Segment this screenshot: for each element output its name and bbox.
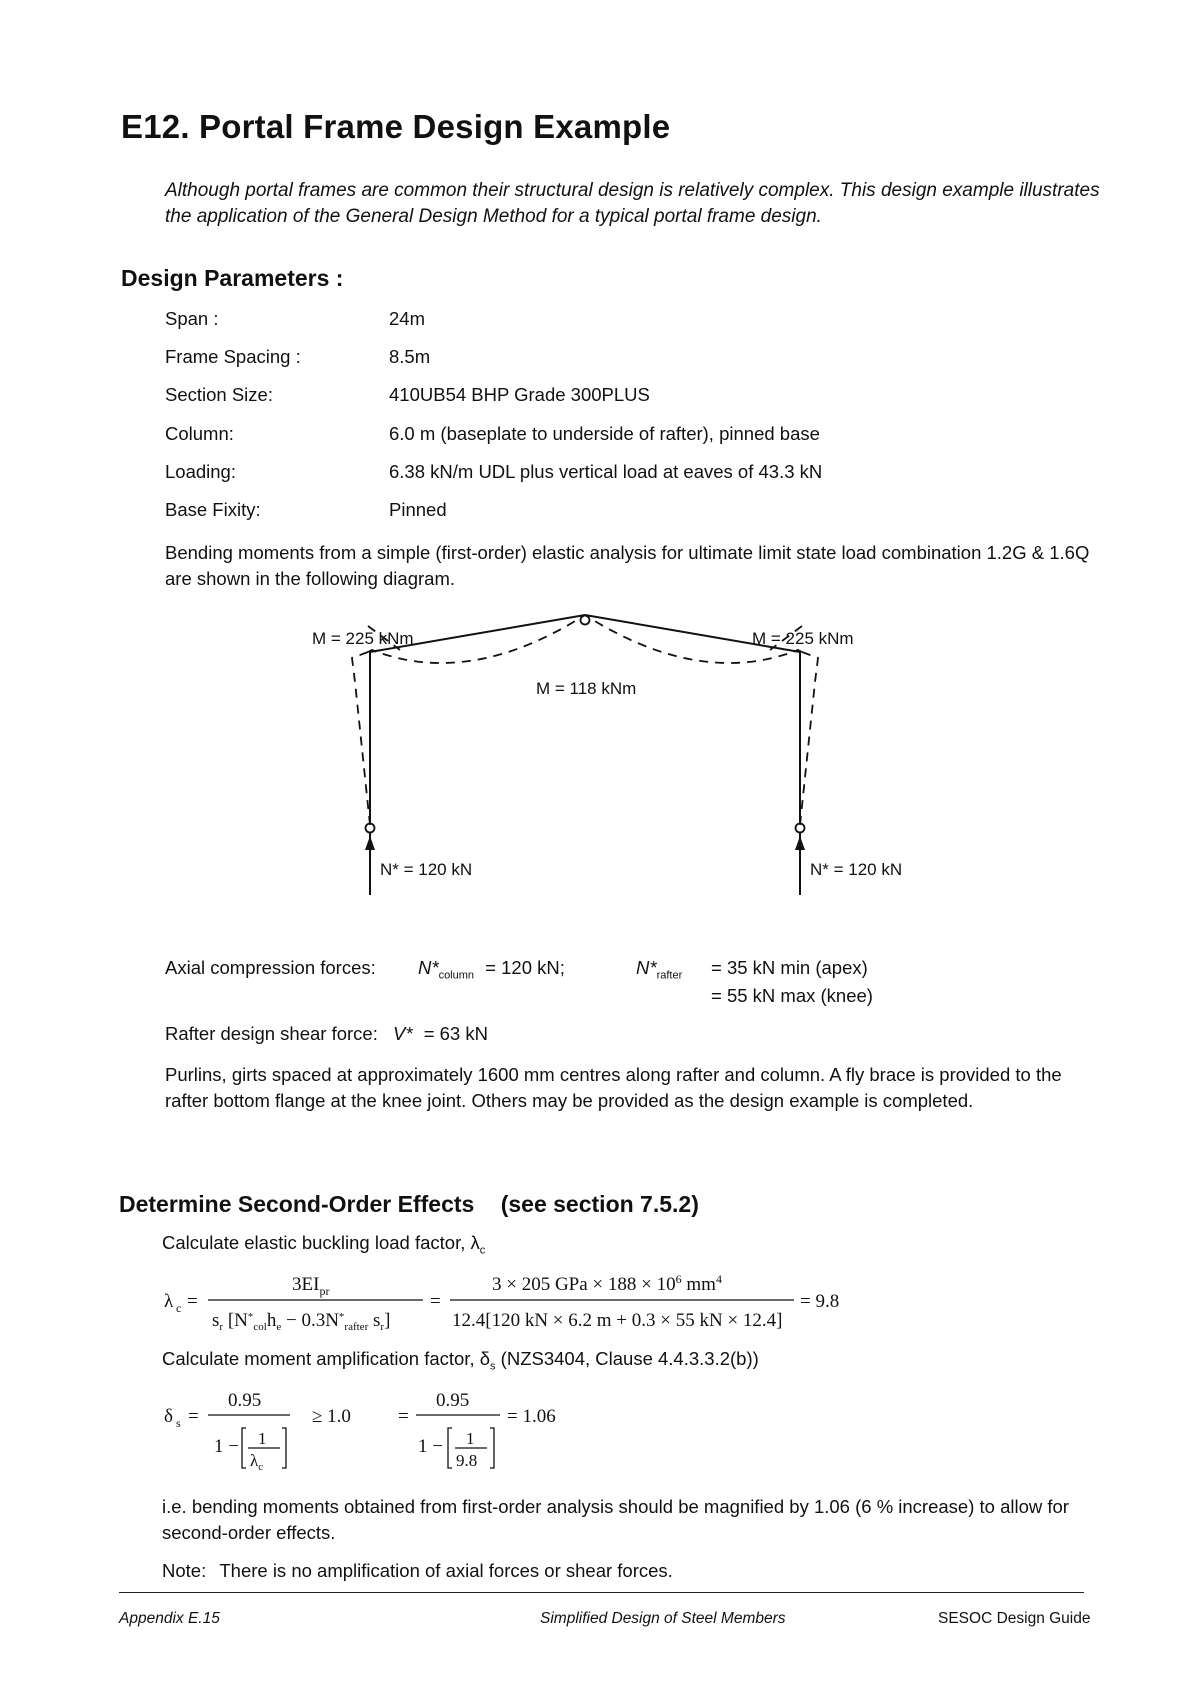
n-rafter-min: = 35 kN min (apex) <box>711 957 868 978</box>
delta-equation <box>150 1384 600 1484</box>
lambda-num2-unit-sup: 4 <box>715 1272 722 1286</box>
lambda-result: = 9.8 <box>800 1291 840 1312</box>
n-rafter-symbol: N* <box>636 957 657 978</box>
svg-text:λc: $\lambda_c$ <box>250 1451 264 1473</box>
param-value: 6.0 m (baseplate to underside of rafter), pinned base <box>389 423 820 444</box>
buckling-text-sub: c <box>479 1244 486 1257</box>
left-arrow-head <box>365 836 375 850</box>
delta-numerator: 0.95 <box>228 1390 262 1411</box>
left-column-moment <box>352 652 370 825</box>
param-value: 410UB54 BHP Grade 300PLUS <box>389 384 650 405</box>
footer-left: Appendix E.15 <box>119 1610 220 1627</box>
design-parameters-heading: Design Parameters : <box>121 265 344 291</box>
lambda-symbol: λ <box>164 1291 174 1312</box>
svg-text:=: = <box>187 1291 198 1312</box>
svg-text:c: c <box>176 1301 182 1315</box>
delta-ge: ≥ 1.0 <box>312 1406 351 1427</box>
param-label: Section Size: <box>165 384 273 405</box>
delta-nine8: 9.8 <box>456 1451 478 1470</box>
ie-note: i.e. bending moments obtained from first-order analysis should be magnified by 1.06 (6 % increase) to allow for second-order effects. <box>162 1496 1069 1543</box>
param-value: 6.38 kN/m UDL plus vertical load at eaves of 43.3 kN <box>389 461 823 482</box>
lambda-num2-sup: 6 <box>675 1272 682 1286</box>
n-column-expression <box>418 955 565 989</box>
right-column-moment <box>800 652 818 825</box>
note-line <box>162 1558 673 1584</box>
amp-text-ref: (NZS3404, Clause 4.4.3.3.2(b)) <box>495 1348 759 1369</box>
n-rafter-sub: rafter <box>656 969 683 982</box>
shear-label: Rafter design shear force: <box>165 1023 378 1044</box>
purlins-note: Purlins, girts spaced at approximately 1600 mm centres along rafter and column. A fly brace is provided to the rafter bottom flange at the knee joint. Others may be provided as the design example is completed. <box>165 1064 1062 1111</box>
shear-symbol: V* <box>393 1023 413 1044</box>
buckling-text <box>162 1230 485 1264</box>
param-label: Frame Spacing : <box>165 346 301 367</box>
buckling-text-main: Calculate elastic buckling load factor, λ <box>162 1232 480 1253</box>
second-order-heading <box>119 1191 699 1218</box>
amp-text-main: Calculate moment amplification factor, δ <box>162 1348 491 1369</box>
lambda-equation <box>150 1268 870 1338</box>
shear-force-line <box>165 1021 488 1047</box>
lambda-num-text: 3EI <box>292 1274 320 1295</box>
footer-right: SESOC Design Guide <box>938 1610 1091 1627</box>
n-column-value: = 120 kN; <box>485 957 565 978</box>
param-label: Span : <box>165 308 219 329</box>
lambda-denominator-2: 12.4[120 kN × 6.2 m + 0.3 × 55 kN × 12.4] <box>452 1310 783 1331</box>
second-order-heading-text: Determine Second-Order Effects <box>119 1191 475 1217</box>
n-column-sub: column <box>438 969 475 982</box>
moment-mid-label: M = 118 kNm <box>536 679 637 698</box>
svg-text:sr [N*colhe − 0.3N*rafter sr]: $s_r$ [$N^*_{col}h_e - 0.3N^*_{rafter}$ $s_r$] <box>212 1310 391 1333</box>
svg-text:1 −: 1 − <box>418 1436 443 1457</box>
svg-text:1: 1 <box>466 1429 475 1448</box>
reaction-right-label: N* = 120 kN <box>810 860 903 879</box>
svg-text:1: 1 <box>258 1429 267 1448</box>
second-order-heading-ref: (see section 7.5.2) <box>500 1191 699 1217</box>
param-value: 24m <box>389 308 425 329</box>
svg-text:=: = <box>398 1406 409 1427</box>
lambda-num2-unit: mm <box>681 1274 716 1295</box>
delta-result: = 1.06 <box>507 1406 556 1427</box>
footer-center: Simplified Design of Steel Members <box>540 1610 786 1627</box>
delta-symbol: δ <box>164 1406 173 1427</box>
portal-frame-diagram <box>0 610 1200 910</box>
intro-paragraph: Although portal frames are common their structural design is relatively complex. This design example illustrates the application of the General Design Method for a typical portal frame design. <box>165 180 1100 227</box>
note-label: Note: <box>162 1560 207 1581</box>
lambda-num2-text: 3 × 205 GPa × 188 × 10 <box>492 1274 676 1295</box>
svg-text:s: s <box>176 1416 181 1430</box>
moment-left-label: M = 225 kNm <box>312 629 414 648</box>
param-label: Loading: <box>165 461 236 482</box>
lambda-numerator-2 <box>492 1272 722 1295</box>
reaction-left-label: N* = 120 kN <box>380 860 473 879</box>
delta-numerator-2: 0.95 <box>436 1390 470 1411</box>
n-rafter-expression <box>636 955 682 989</box>
moment-right-label: M = 225 kNm <box>752 629 854 648</box>
svg-text:1 −: 1 − <box>214 1436 239 1457</box>
page-title: E12. Portal Frame Design Example <box>121 108 671 145</box>
svg-text:=: = <box>430 1291 441 1312</box>
lambda-num-sub: pr <box>319 1284 330 1298</box>
axial-forces-label: Axial compression forces: <box>165 957 376 978</box>
bending-note: Bending moments from a simple (first-order) elastic analysis for ultimate limit state load combination 1.2G & 1.6Q are shown in the following diagram. <box>165 542 1090 589</box>
svg-text:=: = <box>188 1406 199 1427</box>
n-column-symbol: N* <box>418 957 439 978</box>
note-text: There is no amplification of axial forces or shear forces. <box>219 1560 673 1581</box>
right-arrow-head <box>795 836 805 850</box>
n-rafter-max: = 55 kN max (knee) <box>711 985 873 1006</box>
shear-value: = 63 kN <box>423 1023 488 1044</box>
param-value: Pinned <box>389 499 447 520</box>
amplification-text <box>162 1346 759 1380</box>
footer-divider <box>119 1592 1084 1593</box>
amp-text-sub: s <box>490 1360 496 1373</box>
param-label: Column: <box>165 423 234 444</box>
lambda-numerator <box>292 1274 329 1298</box>
param-value: 8.5m <box>389 346 431 367</box>
param-label: Base Fixity: <box>165 499 261 520</box>
